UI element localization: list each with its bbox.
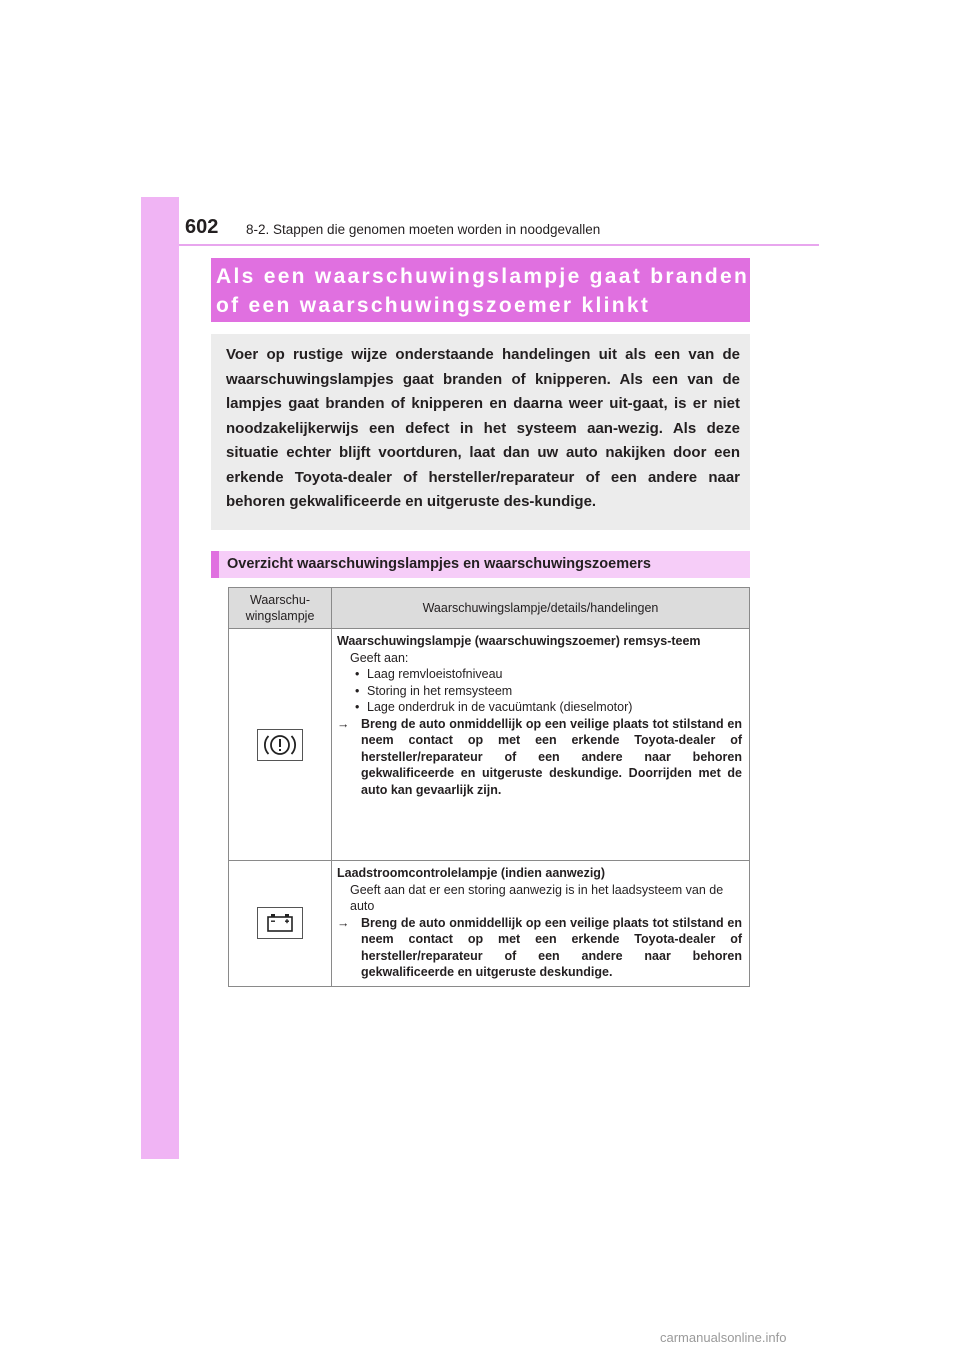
battery-charge-icon bbox=[257, 907, 303, 939]
section-heading bbox=[211, 551, 750, 578]
section-heading-text: Overzicht waarschuwingslampjes en waarschuwingszoemers bbox=[227, 556, 651, 572]
row-action: → Breng de auto onmiddellijk op een veilige plaats tot stilstand en neem contact op met een erkende Toyota-dealer of hersteller/reparateur of een andere naar behoren gekwalificeerde en uitgeruste deskundige. Doorrijden met de auto kan gevaarlijk zijn. bbox=[337, 716, 742, 797]
list-item: • Storing in het remsysteem bbox=[355, 683, 742, 700]
brake-warning-icon bbox=[257, 729, 303, 761]
intro-text: Voer op rustige wijze onderstaande handelingen uit als een van de waarschuwingslampjes gaat branden of knipperen. Als een van de lampjes gaat branden of knipperen en daarna weer uit-gaat, is er niet noodzakelijkerwijs een defect in het systeem aan-wezig. Als deze situatie echter blijft voortduren, laat dan uw auto nakijken door een erkende Toyota-dealer of hersteller/reparateur of een andere naar behoren gekwalificeerde en uitgeruste des-kundige. bbox=[226, 346, 740, 510]
side-strip bbox=[141, 197, 179, 1159]
intro-box bbox=[211, 334, 750, 530]
header-col-lamp: Waarschu- wingslampje bbox=[229, 588, 332, 629]
watermark-logo: carmanualsonline.info bbox=[660, 1330, 787, 1345]
arrow-icon: → bbox=[337, 915, 350, 930]
details-cell bbox=[332, 861, 750, 987]
header-col-details: Waarschuwingslampje/details/handelingen bbox=[332, 588, 750, 629]
bullet-list bbox=[337, 666, 742, 716]
row-lead: Geeft aan dat er een storing aanwezig is in het laadsysteem van de auto bbox=[350, 882, 724, 913]
row-action: → Breng de auto onmiddellijk op een veilige plaats tot stilstand en neem contact op met een erkende Toyota-dealer of hersteller/reparateur of een andere naar behoren gekwalificeerde en uitgeruste deskundige. bbox=[337, 915, 742, 979]
table-row bbox=[229, 861, 750, 987]
list-item: • Laag remvloeistofniveau bbox=[355, 666, 742, 683]
row-title: Waarschuwingslampje (waarschuwingszoemer) remsys-teem bbox=[337, 634, 701, 648]
header-rule bbox=[179, 244, 819, 246]
icon-cell bbox=[229, 861, 332, 987]
icon-cell bbox=[229, 629, 332, 861]
page-number: 602 bbox=[185, 216, 219, 238]
title-banner bbox=[211, 258, 750, 322]
warning-table bbox=[228, 587, 750, 987]
page-title-line1: Als een waarschuwingslampje gaat branden bbox=[216, 265, 750, 288]
table-header-row bbox=[229, 588, 750, 629]
table-row bbox=[229, 629, 750, 861]
arrow-icon: → bbox=[337, 716, 350, 731]
details-cell bbox=[332, 629, 750, 861]
page-title-line2: of een waarschuwingszoemer klinkt bbox=[216, 294, 651, 317]
row-lead: Geeft aan: bbox=[350, 650, 409, 665]
breadcrumb: 8-2. Stappen die genomen moeten worden in noodgevallen bbox=[246, 222, 601, 237]
row-title: Laadstroomcontrolelampje (indien aanwezig) bbox=[337, 866, 606, 880]
list-item: • Lage onderdruk in de vacuümtank (dieselmotor) bbox=[355, 699, 742, 716]
